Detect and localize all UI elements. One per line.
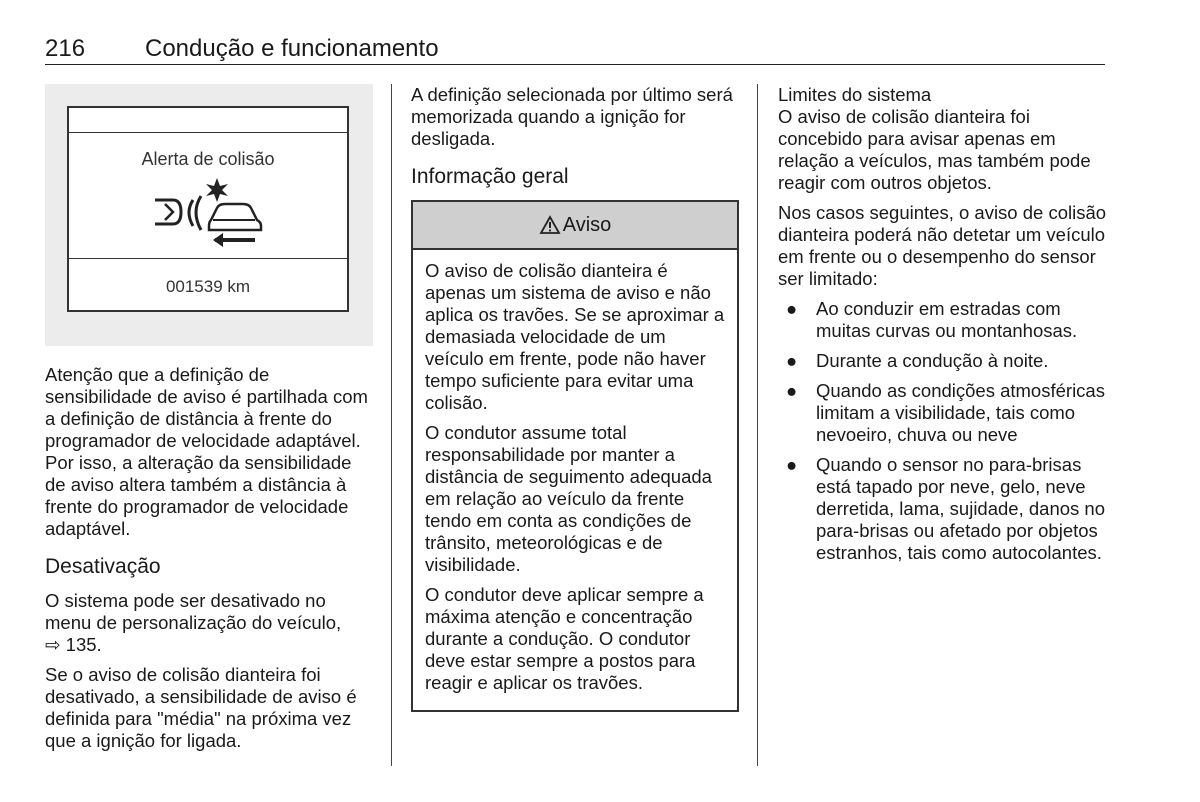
page-ref-icon: ⇨ — [45, 634, 61, 655]
page-ref: 135. — [65, 634, 102, 655]
column-middle — [411, 84, 739, 712]
list-item-text: Ao conduzir em estradas com muitas curvas ou montanhosas. — [816, 298, 1078, 341]
warning-title: Aviso — [562, 214, 612, 236]
warning-triangle-icon — [539, 215, 561, 235]
limitations-list — [778, 298, 1108, 564]
list-item — [778, 350, 1108, 372]
list-item — [778, 380, 1108, 446]
instrument-display-figure — [45, 84, 373, 346]
list-item-text: Durante a condução à noite. — [816, 350, 1049, 371]
paragraph: Atenção que a definição de sensibilidade de aviso é partilhada com a definição de distância à frente do programador de velocidade adaptável. Por isso, a alteração da sensibilidade de aviso altera também a distância à frente do programador de velocidade adaptável. — [45, 364, 368, 539]
paragraph: Nos casos seguintes, o aviso de colisão dianteira poderá não detetar um veículo em frente ou o desempenho do sensor ser limitado: — [778, 202, 1107, 289]
paragraph-text: O sistema pode ser desativado no menu de personalização do veículo, — [45, 590, 342, 633]
paragraph: O aviso de colisão dianteira foi concebido para avisar apenas em relação a veículos, mas também pode reagir com outros objetos. — [778, 106, 1091, 193]
warning-paragraph: O aviso de colisão dianteira é apenas um sistema de aviso e não aplica os travões. Se se aproximar a demasiada velocidade de um veículo em frente, pode não haver tempo suficiente para evitar uma colisão. — [425, 260, 725, 413]
column-right — [778, 84, 1108, 572]
odometer-readout: 001539 km — [165, 277, 251, 296]
collision-warning-icon — [151, 178, 271, 250]
bullet-icon: ● — [786, 380, 798, 401]
column-divider — [757, 84, 758, 766]
page-number: 216 — [45, 35, 86, 62]
display-title: Alerta de colisão — [141, 149, 275, 169]
column-left — [45, 84, 375, 760]
heading-deactivation: Desativação — [45, 555, 161, 578]
display-divider — [69, 258, 347, 259]
display-screen — [67, 106, 349, 312]
warning-paragraph: O condutor assume total responsabilidade por manter a distância de seguimento adequada em relação ao veículo da frente tendo em conta as condições de trânsito, meteorológicas e de visibilidade. — [425, 422, 712, 575]
list-item-text: Quando as condições atmosféricas limitam a visibilidade, tais como nevoeiro, chuva ou neve — [816, 380, 1105, 445]
list-item-text: Quando o sensor no para-brisas está tapado por neve, gelo, neve derretida, lama, sujidade, danos no para-brisas ou afetado por objetos estranhos, tais como autocolantes. — [816, 454, 1105, 563]
bullet-icon: ● — [786, 298, 798, 319]
column-divider — [391, 84, 392, 766]
heading-system-limits: Limites do sistema — [778, 84, 932, 105]
paragraph: A definição selecionada por último será memorizada quando a ignição for desligada. — [411, 84, 733, 149]
page-header — [45, 34, 1105, 65]
warning-paragraph: O condutor deve aplicar sempre a máxima atenção e concentração durante a condução. O condutor deve estar sempre a postos para reagir e aplicar os travões. — [425, 584, 704, 693]
list-item — [778, 454, 1108, 564]
section-title: Condução e funcionamento — [145, 35, 439, 62]
display-divider — [69, 132, 347, 133]
warning-body — [413, 250, 737, 710]
paragraph — [45, 590, 375, 656]
paragraph: Se o aviso de colisão dianteira foi desativado, a sensibilidade de aviso é definida para "média" na próxima vez que a ignição for ligada. — [45, 664, 357, 751]
heading-general-info: Informação geral — [411, 165, 569, 188]
bullet-icon: ● — [786, 350, 798, 371]
list-item — [778, 298, 1108, 342]
warning-header — [413, 202, 737, 250]
bullet-icon: ● — [786, 454, 798, 475]
warning-box — [411, 200, 739, 712]
